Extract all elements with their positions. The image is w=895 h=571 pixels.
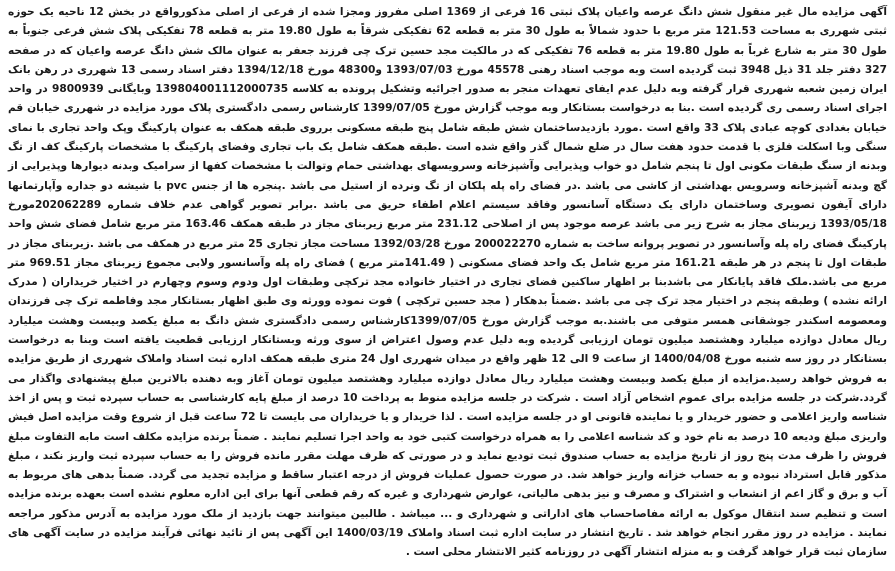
auction-notice-text: آگهی مزایده مال غیر منقول شش دانگ عرصه واعیان پلاک ثبتی 16 فرعی از 1369 اصلی مفروز ومجزا شده از فرعی از اصلی مذکورواقع در بخش 12 ناحیه یک حوزه ثبتی شهرری به مساحت 121.53 متر مربع با حدود شمالاً به طول 30 متر به قطعه 62 تفکیکی شرقاً به طول 19.80 متر به قطعه 78 تفکیکی پلاک شش فرعی جنوباً به طول 30 متر به شارع غرباً به طول 19.80 متر به قطعه 76 تفکیکی که در مالکیت مجد حسین ترک چی فرزند جعفر به عنوان مالک شش دانگ عرصه واعیان که در صفحه 327 دفتر جلد 31 ذیل 3948 ثبت گردیده است وبه موجب اسناد رهنی 45578 مورخ 1393/07/03 و48300 مورخ 1394/12/18 دفتر اسناد رسمی 13 شهرری در رهن بانک ایران زمین شعبه شهرری قرار گرفته وبه دلیل عدم ایفای تعهدات منجر به صدور اجرائیه وتشکیل پرونده به کلاسه 139804001112000735 وبایگانی 9800939 در واحد اجرای اسناد رسمی ری گردیده است .بنا به درخواست بستانکار وبه موجب گزارش مورخ 1399/07/05 کارشناس رسمی دادگستری پلاک مورد مزایده در شهرری خیابان قم خیابان بغدادی کوچه عبادی پلاک 33 واقع است .مورد بازدیدساختمان شش طبقه شامل پنج طبقه مسکونی برروی طبقه همکف به عنوان پارکینگ وپک واحد تجاری با نمای سنگی وبا اسکلت فلزی با قدمت حدود هفت سال در ضلع شمال گذر واقع شده است .طبقه همکف شامل یک باب تجاری وفضای پارکینگ با مشخصات پارکینگ کف از تگ وبدنه از سنگ طبقات مکونی اول تا پنجم شامل دو خواب وپذیرایی وآشپزخانه وسرویسهای بهداشتی حمام وتوالت با مشخصات کفها از سرامیک وبدنه دیوارها وپذیرایی از گچ وبدنه آشپزخانه وسرویس بهداشتی از کاشی می باشد .در فضای راه پله پلکان از تگ ونرده از استیل می باشد .پنجره ها از جنس pvc با شیشه دو جداره وآپارتمانها دارای آیفون تصویری وساختمان دارای یک دستگاه آسانسور وفاقد سیستم اعلام اطفاء حریق می باشد .برابر تصویر گواهی عدم خلاف شماره 202062289مورخ 1393/05/18 زیربنای مجاز به شرح زیر می باشد عرصه موجود پس از اصلاحی 231.12 متر مربع زیربنای مجاز در طبقه همکف 163.46 متر مربع شامل فضای شش واحد پارکینگ فضای راه پله وآسانسور در تصویر پروانه ساخت به شماره 200022270 مورخ 1392/03/28 مساحت مجاز تجاری 25 متر مربع در همکف می باشد .زیربنای مجاز در طبقات اول تا پنجم در هر طبقه 161.21 متر مربع شامل یک واحد فضای مسکونی ( 141.49متر مربع ) فضای راه پله وآسانسور ولابی مجموع زیربنای مجاز 969.51 متر مربع می باشد.ملک فاقد پایانکار می باشدبنا بر اظهار ساکنین فضای تجاری در اختیار خانواده مجد ترکچی وطبقات اول ودوم وسوم وچهارم در اختیار خریداران ( مدرک ارائه نشده ) وطبقه پنجم در اختیار مجد ترک چی می باشد .ضمناً بدهکار ( مجد حسین ترکچی ) فوت نموده وورثه وی طبق اظهار بستانکار مجد وفاطمه ترک چی فرزندان ومعصومه اسکندر جوشقانی همسر متوفی می باشند.به موجب گزارش مورخ 1399/07/05کارشناس رسمی دادگستری شش دانگ به مبلغ یکصد وبیست وهشت میلیارد ریال معادل دوازده میلیارد وهشتصد میلیون تومان ارزیابی گردیده وبه دلیل عدم وصول اعتراض از سوی ورثه وبستانکار ارزیابی قطعیت یافته است وبنا به درخواست بستانکار در روز سه شنبه مورخ 1400/04/08 از ساعت 9 الی 12 ظهر واقع در میدان شهرری اول 24 متری طبقه همکف اداره ثبت اسناد واملاک شهرری از طریق مزایده به فروش خواهد رسید.مزایده از مبلغ یکصد وبیست وهشت میلیارد ریال معادل دوازده میلیارد وهشتصد میلیون تومان آغاز وبه دهنده بالاترین مبلغ پیشنهادی واگذار می گردد.شرکت در جلسه مزایده برای عموم اشخاص آزاد است . شرکت در جلسه مزایده منوط به پرداخت 10 درصد از مبلغ پایه کارشناسی به حساب سپرده ثبت و پس از اخذ شناسه واریز اعلامی و حضور خریدار و یا نماینده قانونی او در جلسه مزایده است . لذا خریدار و یا خریداران می بایست تا 72 ساعت قبل از شروع وقت مزایده اصل فیش واریزی مبلغ ودیعه 10 درصد به نام خود و کد شناسه اعلامی را به همراه درخواست کتبی خود به واحد اجرا تسلیم نمایند . ضمناً برنده مزایده مکلف است مابه التفاوت مبلغ فروش را ظرف مدت پنج روز از تاریخ مزایده به حساب صندوق ثبت تودیع نماید و در صورتی که ظرف مهلت مقرر مانده فروش را به حساب سپرده ثبت واریز نکند ، مبلغ مذکور قابل استرداد نبوده و به حساب خزانه واریز خواهد شد. در صورت حصول عملیات فروش از درجه اعتبار ساقط و مزایده تجدید می گردد. ضمناً بدهی های مربوط به آب و برق و گاز اعم از انشعاب و اشتراک و مصرف و نیز بدهی مالیاتی، عوارض شهرداری و غیره که رقم قطعی آنها برای این اداره معلوم نشده است بعهده برنده مزایده است و تنظیم سند انتقال موکول به ارائه مفاصاحساب های اداراتی و شهرداری و ... میباشد . طالبین میتوانند جهت بازدید از ملک مورد مزایده به آدرس مذکور مراجعه نمایند . مزایده در روز مقرر انجام خواهد شد . تاریخ انتشار در سایت اداره ثبت اسناد واملاک 1400/03/19 این آگهی پس از تائید نهائی فرآیند مزایده در سایت آگهی های سازمان ثبت قرار خواهد گرفت و به منزله انتشار آگهی در روزنامه کثیر الانتشار محلی است . <box>8 6 888 559</box>
